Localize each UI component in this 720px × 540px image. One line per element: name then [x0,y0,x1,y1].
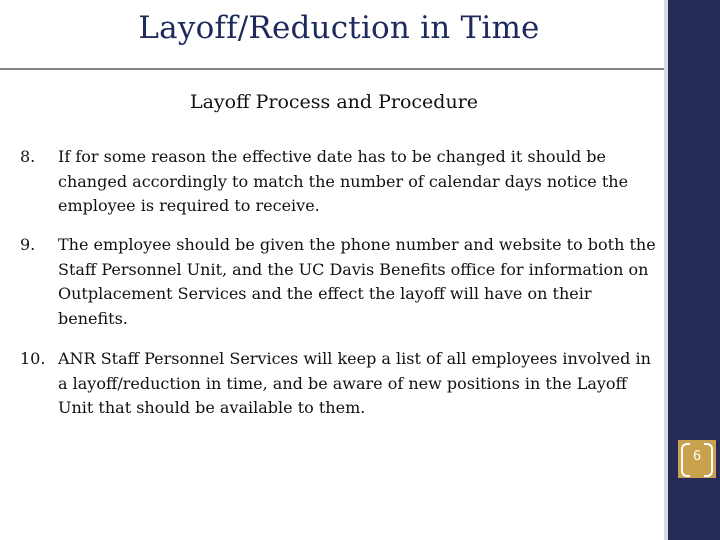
list-item [20,145,660,219]
slide-subtitle: Layoff Process and Procedure [189,91,479,113]
page-number: 6 [692,449,702,464]
item-text: ANR Staff Personnel Services will keep a list of all employees involved in a layoff/reduction in time, and be aware of new positions in the Layoff Unit that should be available to them. [58,349,651,417]
item-number: 8. [20,147,36,166]
list-item [20,233,660,331]
slide-title: Layoff/Reduction in Time [138,10,540,46]
item-number: 9. [20,235,36,254]
item-text: The employee should be given the phone number and website to both the Staff Personnel Unit, and the UC Davis Benefits office for information on Outplacement Services and the effect the layoff will have on their benefits. [58,235,656,328]
title-divider [0,68,664,70]
item-text: If for some reason the effective date has to be changed it should be changed accordingly to match the number of calendar days notice the employee is required to receive. [58,147,629,215]
page-number-badge [678,440,716,478]
item-number: 10. [20,349,46,368]
list-item [20,347,660,421]
